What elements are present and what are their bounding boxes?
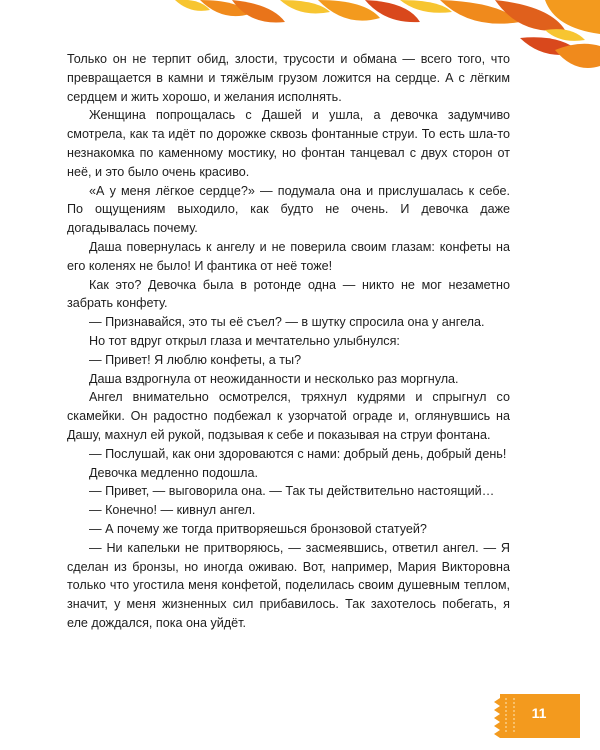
paragraph: Только он не терпит обид, злости, трусости и обмана — всего того, что превращается в камни и тяжёлым грузом ложится на сердце. А с лёгким сердцем и жить хорошо, и желания исполнять. — [67, 52, 510, 104]
paragraph: Ангел внимательно осмотрелся, тряхнул кудрями и спрыгнул со скамейки. Он радостно подбежал к узорчатой ограде и, оглянувшись на Дашу, махнул ей рукой, подзывая к себе и показывая на струи фонтана. — [67, 390, 510, 442]
paragraph: Даша вздрогнула от неожиданности и несколько раз моргнула. — [89, 371, 459, 386]
paragraph: Девочка медленно подошла. — [89, 465, 259, 480]
paragraph: — Признавайся, это ты её съел? — в шутку спросила она у ангела. — [89, 315, 485, 330]
paragraph: Даша повернулась к ангелу и не поверила своим глазам: конфеты на его коленях не было! И фантика от неё тоже! — [67, 239, 510, 273]
leaf-cluster-left — [175, 0, 285, 23]
paragraph: — Привет, — выговорила она. — Так ты действительно настоящий… — [89, 484, 495, 499]
paragraph: Женщина попрощалась с Дашей и ушла, а девочка задумчиво смотрела, как та идёт по дорожке сквозь фонтанные струи. То есть шла-то незнакомка по каменному мостику, но фонтан танцевал с двух сторон от неё, и это было очень красиво. — [67, 108, 510, 179]
paragraph: Как это? Девочка была в ротонде одна — никто не мог незаметно забрать конфету. — [67, 277, 510, 311]
paragraph: — А почему же тогда притворяешься бронзовой статуей? — [89, 521, 427, 536]
paragraph: Но тот вдруг открыл глаза и мечтательно улыбнулся: — [89, 333, 400, 348]
paragraph: — Ни капельки не притворяюсь, — засмеявшись, ответил ангел. — Я сделан из бронзы, но иногда оживаю. Вот, например, Мария Викторовна только что угостила меня конфетой, поделилась своим душевным теплом, значит, у меня жизненных сил прибавилось. Так захотелось побегать, я еле дождался, пока она уйдёт. — [67, 540, 510, 630]
leaf-cluster-center — [280, 0, 452, 22]
paragraph: «А у меня лёгкое сердце?» — подумала она и прислушалась к себе. По ощущениям выходило, как будто не очень. И девочка даже догадывалась почему. — [67, 183, 510, 236]
paragraph: — Привет! Я люблю конфеты, а ты? — [89, 352, 302, 367]
story-text — [67, 50, 510, 633]
paragraph: — Послушай, как они здороваются с нами: добрый день, добрый день! — [89, 446, 507, 461]
page-number: 11 — [531, 705, 547, 721]
paragraph: — Конечно! — кивнул ангел. — [89, 503, 256, 518]
